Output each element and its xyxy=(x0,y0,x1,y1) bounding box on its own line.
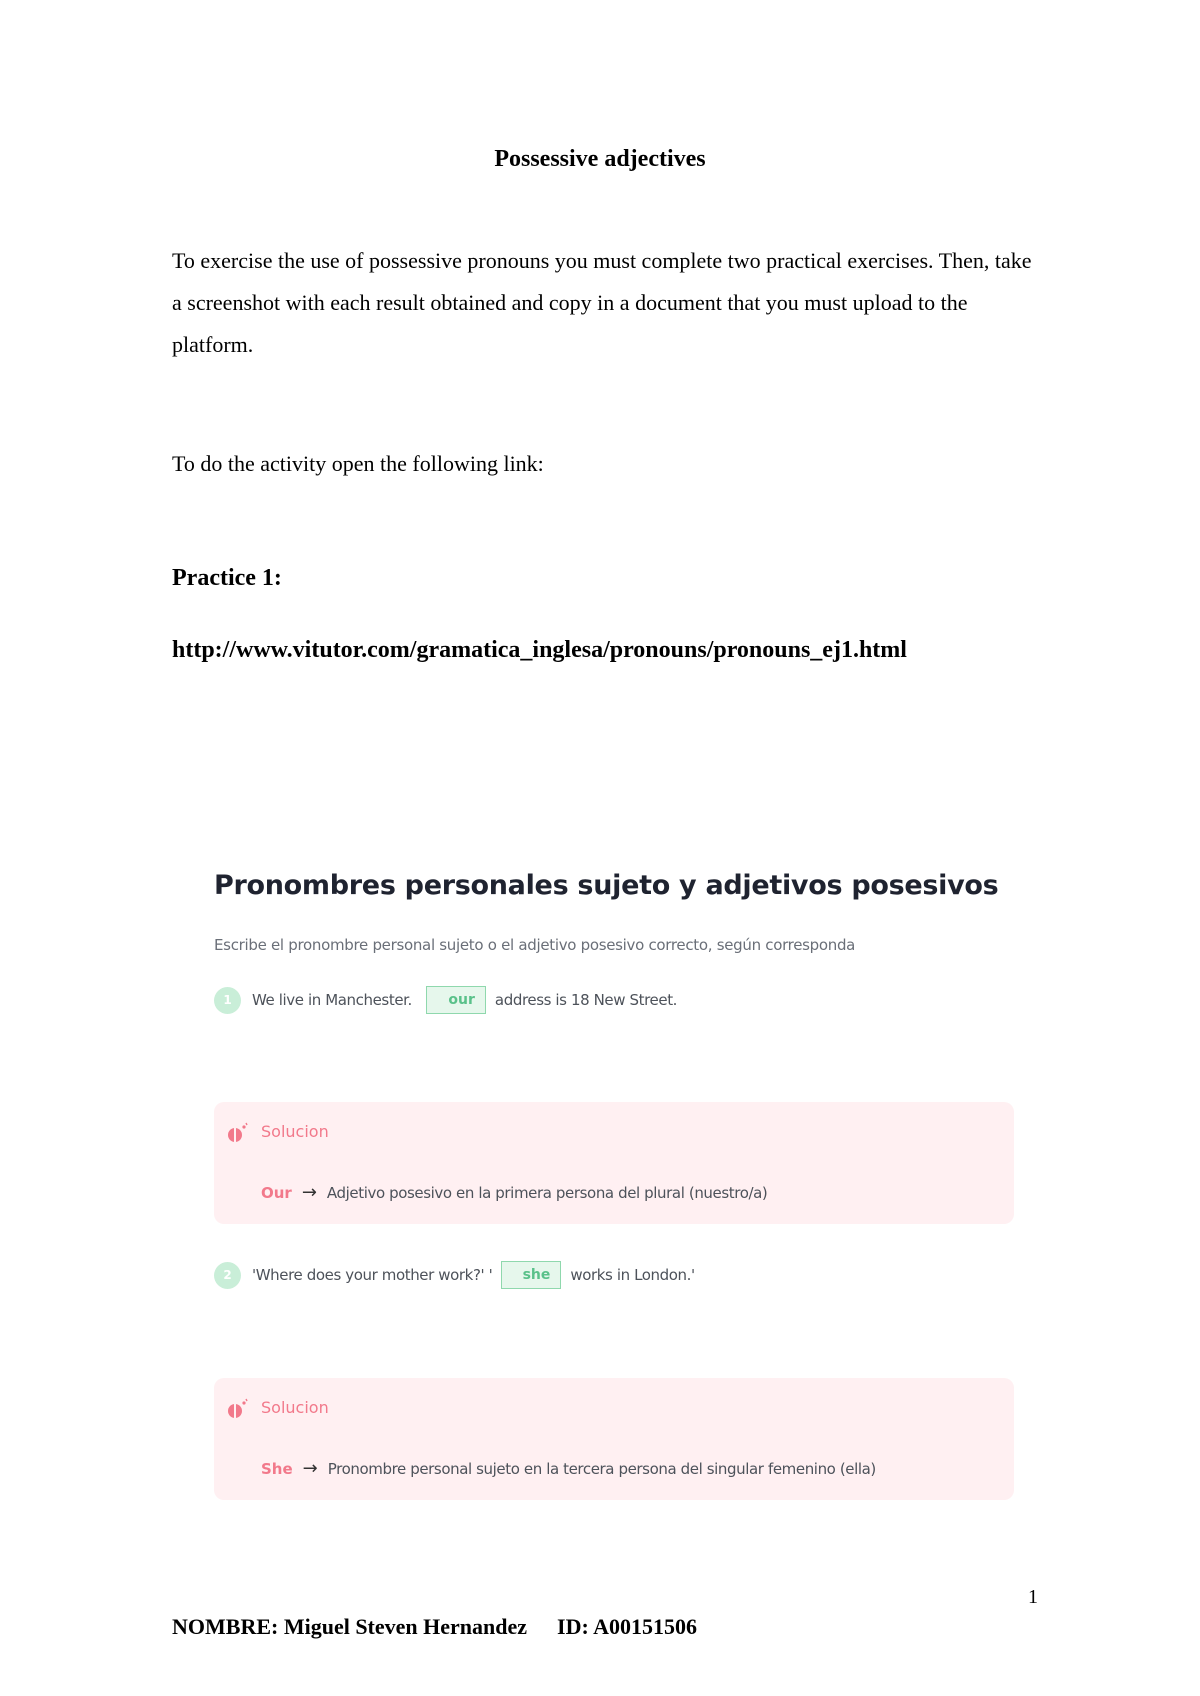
question-text-before: We live in Manchester. xyxy=(252,991,412,1009)
question-text-after: works in London.' xyxy=(570,1266,695,1284)
footer-id: ID: A00151506 xyxy=(557,1614,697,1639)
arrow-right-icon: → xyxy=(301,1182,317,1203)
solution-box-2 xyxy=(214,1378,1014,1500)
link-instruction: To do the activity open the following link: xyxy=(172,451,544,476)
footer xyxy=(172,1614,697,1640)
practice-url[interactable]: http://www.vitutor.com/gramatica_inglesa/pronouns/pronouns_ej1.html xyxy=(172,637,907,663)
practice-heading: Practice 1: xyxy=(172,565,282,591)
bulb-sparkle-icon xyxy=(226,1398,250,1420)
solution-word: Our xyxy=(261,1183,292,1202)
exercise-instruction: Escribe el pronombre personal sujeto o el adjetivo posesivo correcto, según corresponda xyxy=(214,936,856,954)
solution-label: Solucion xyxy=(261,1398,329,1417)
question-text-before: 'Where does your mother work?' ' xyxy=(252,1266,493,1284)
arrow-right-icon: → xyxy=(302,1458,318,1479)
question-number-badge: 1 xyxy=(214,987,241,1014)
solution-explanation: Adjetivo posesivo en la primera persona del plural (nuestro/a) xyxy=(326,1183,768,1202)
document-title: Possessive adjectives xyxy=(494,146,706,172)
question-row-1 xyxy=(214,985,677,1015)
answer-input[interactable]: our xyxy=(426,986,486,1014)
exercise-title: Pronombres personales sujeto y adjetivos posesivos xyxy=(214,870,999,901)
solution-box-1 xyxy=(214,1102,1014,1224)
intro-paragraph: To exercise the use of possessive pronouns you must complete two practical exercises. Then, take a screenshot with each result obtained and copy in a document that you must upload to the platform. xyxy=(172,248,1032,357)
solution-label: Solucion xyxy=(261,1122,329,1141)
solution-line xyxy=(261,1458,876,1479)
page-number: 1 xyxy=(1028,1586,1038,1608)
footer-name: NOMBRE: Miguel Steven Hernandez xyxy=(172,1614,528,1639)
question-number-badge: 2 xyxy=(214,1262,241,1289)
solution-explanation: Pronombre personal sujeto en la tercera persona del singular femenino (ella) xyxy=(327,1459,876,1478)
exercise-screenshot xyxy=(214,870,1014,1510)
solution-line xyxy=(261,1182,767,1203)
answer-input[interactable]: she xyxy=(501,1261,561,1289)
bulb-sparkle-icon xyxy=(226,1122,250,1144)
question-row-2 xyxy=(214,1260,695,1290)
solution-word: She xyxy=(261,1459,293,1478)
question-text-after: address is 18 New Street. xyxy=(494,991,678,1009)
